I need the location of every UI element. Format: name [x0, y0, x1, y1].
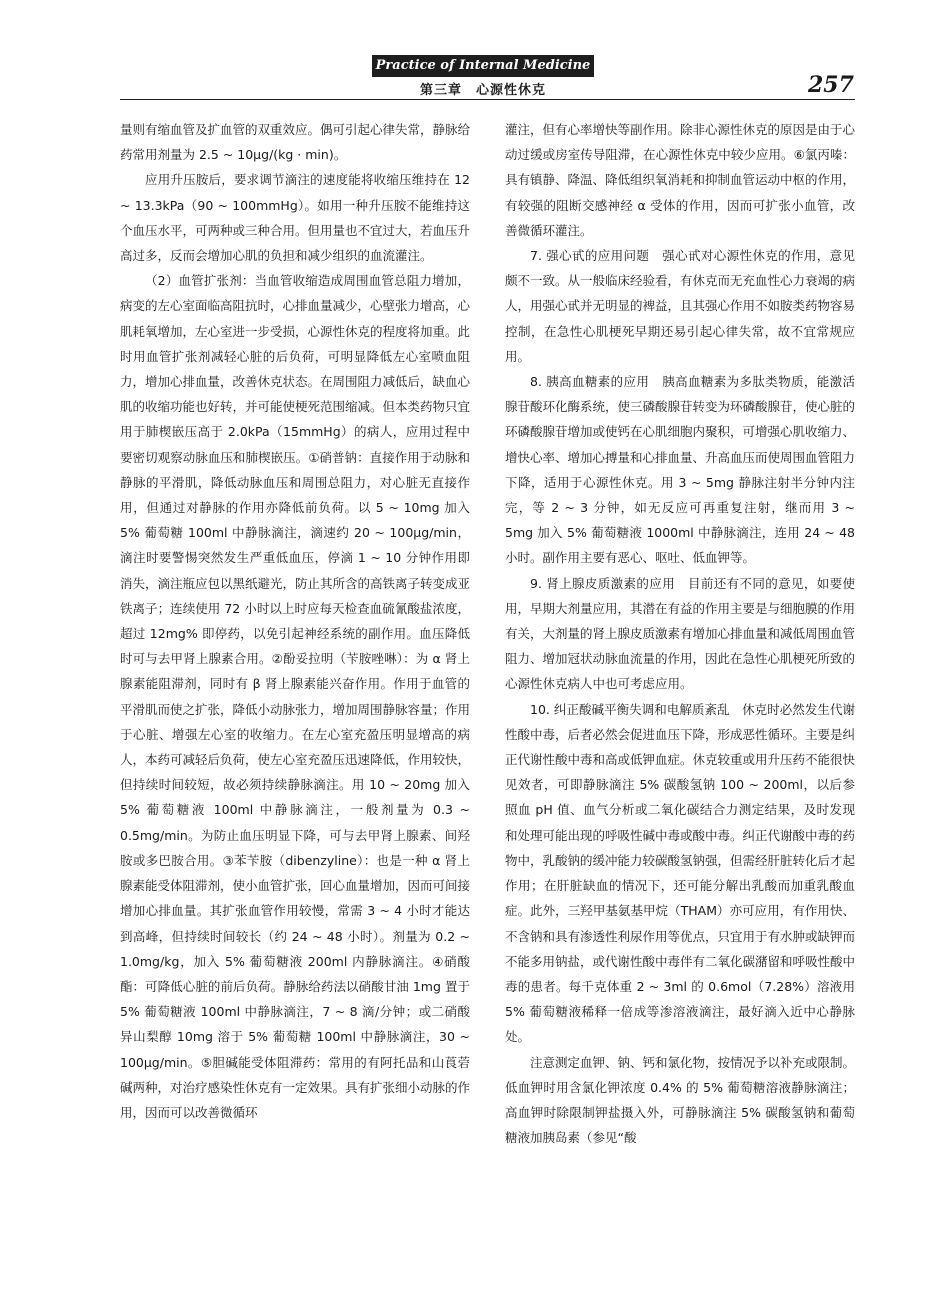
chapter-title: 第三章 心源性休克 [419, 83, 546, 98]
paragraph: 灌注，但有心率增快等副作用。除非心源性休克的原因是由于心动过缓或房室传导阻滞，在心源性休克中较少应用。⑥氯丙嗪：具有镇静、降温、降低组织氧消耗和抑制血管运动中枢的作用，有较强的阻断交感神经 α 受体的作用，因而可扩张小血管，改善微循环灌注。 [505, 122, 856, 238]
paragraph: 9. 肾上腺皮质激素的应用 目前还有不同的意见，如要使用，早期大剂量应用，其潜在有益的作用主要是与细胞膜的作用有关，大剂量的肾上腺皮质激素有增加心排血量和减低周围血管阻力、增加冠状动脉血流量的作用，因此在急性心肌梗死所致的心源性休克病人中也可考虑应用。 [505, 575, 856, 692]
left-column [120, 117, 470, 1125]
paragraph: 10. 纠正酸碱平衡失调和电解质紊乱 休克时必然发生代谢性酸中毒，后者必然会促进血压下降，形成恶性循环。主要是纠正代谢性酸中毒和高或低钾血症。休克较重或用升压药不能很快见效者，可即静脉滴注 5% 碳酸氢钠 100 ~ 200ml，以后参照血 pH 值、血气分析或二氧化碳结合力测定结果，及时发现和处理可能出现的呼吸性碱中毒或酸中毒。纠正代谢酸中毒的药物中，乳酸钠的缓冲能力较碳酸氢钠强，但需经肝脏转化后才起作用；在肝脏缺血的情况下，还可能分解出乳酸而加重乳酸血症。此外，三羟甲基氨基甲烷（THAM）亦可应用，有作用快、不含钠和具有渗透性利尿作用等优点，只宜用于有水肿或缺钾而不能多用钠盐，或代谢性酸中毒伴有二氧化碳潴留和呼吸性酸中毒的患者。每千克体重 2 ~ 3ml 的 0.6mol（7.28%）溶液用 5% 葡萄糖液稀释一倍成等渗溶液滴注，最好滴入近中心静脉处。 [505, 701, 856, 1045]
paragraph: 注意测定血钾、钠、钙和氯化物，按情况予以补充或限制。低血钾时用含氯化钾浓度 0.4% 的 5% 葡萄糖溶液静脉滴注；高血钾时除限制钾盐摄入外，可静脉滴注 5% 碳酸氢钠和葡萄糖液加胰岛素（参见“酸 [505, 1054, 856, 1146]
paragraph: 应用升压胺后，要求调节滴注的速度能将收缩压维持在 12 ~ 13.3kPa（90 ~ 100mmHg）。如用一种升压胺不能维持这个血压水平，可两种或三种合用。但用量也不宜过大，若血压升高过多，反而会增加心肌的负担和减少组织的血流灌注。 [120, 172, 471, 264]
paragraph: 量则有缩血管及扩血管的双重效应。偶可引起心律失常，静脉给药常用剂量为 2.5 ~ 10μg/(kg · min)。 [120, 122, 471, 163]
header-divider [120, 99, 855, 100]
journal-title-bar [372, 55, 594, 77]
right-column [505, 117, 855, 1150]
paragraph: 7. 强心甙的应用问题 强心甙对心源性休克的作用，意见颇不一致。从一般临床经验看，有休克而无充血性心力衰竭的病人，用强心甙并无明显的裨益，且其强心作用不如胺类药物容易控制，在急性心肌梗死早期还易引起心律失常，故不宜常规应用。 [505, 248, 856, 364]
journal-title: Practice of Internal Medicine [375, 58, 591, 73]
paragraph: 8. 胰高血糖素的应用 胰高血糖素为多肽类物质，能激活腺苷酸环化酶系统，使三磷酸腺苷转变为环磷酸腺苷，使心脏的环磷酸腺苷增加或使钙在心肌细胞内聚积，可增强心肌收缩力、增快心率、增加心搏量和心排血量、升高血压而使周围血管阻力下降，适用于心源性休克。用 3 ~ 5mg 静脉注射半分钟内注完，等 2 ~ 3 分钟，如无反应可再重复注射，继而用 3 ~ 5mg 加入 5% 葡萄糖液 1000ml 中静脉滴注，连用 24 ~ 48 小时。副作用主要有恶心、呕吐、低血钾等。 [505, 374, 856, 566]
page-number: 257 [808, 72, 854, 98]
paragraph: （2）血管扩张剂：当血管收缩造成周围血管总阻力增加，病变的左心室面临高阻抗时，心排血量减少，心壁张力增高，心肌耗氧增加，左心室进一步受损，心源性休克的程度将加重。此时用血管扩张剂减轻心脏的后负荷，可明显降低左心室喷血阻力，增加心排血量，改善休克状态。在周围阻力减低后，缺血心肌的收缩功能也好转，并可能使梗死范围缩减。但本类药物只宜用于肺楔嵌压高于 2.0kPa（15mmHg）的病人，应用过程中要密切观察动脉血压和肺楔嵌压。①硝普钠：直接作用于动脉和静脉的平滑肌，降低动脉血压和周围总阻力，对心脏无直接作用，但通过对静脉的作用亦降低前负荷。以 5 ~ 10mg 加入 5% 葡萄糖 100ml 中静脉滴注，滴速约 20 ~ 100μg/min，滴注时要警惕突然发生严重低血压，停滴 1 ~ 10 分钟作用即消失，滴注瓶应包以黑纸避光，防止其所含的高铁离子转变成亚铁离子；连续使用 72 小时以上时应每天检查血硫氰酸盐浓度，超过 12mg% 即停药，以免引起神经系统的副作用。血压降低时可与去甲肾上腺素合用。②酚妥拉明（苄胺唑啉）：为 α 肾上腺素能阻滞剂，同时有 β 肾上腺素能兴奋作用。作用于血管的平滑肌而使之扩张，降低小动脉张力，增加周围静脉容量；作用于心脏、增强左心室的收缩力。在左心室充盈压明显增高的病人，本药可减轻后负荷，使左心室充盈压迅速降低，作用较快，但持续时间较短，故必须持续静脉滴注。用 10 ~ 20mg 加入 5% 葡萄糖液 100ml 中静脉滴注，一般剂量为 0.3 ~ 0.5mg/min。为防止血压明显下降，可与去甲肾上腺素、间羟胺或多巴胺合用。③苯苄胺（dibenzyline）：也是一种 α 肾上腺素能受体阻滞剂，使小血管扩张，回心血量增加，因而可间接增加心排血量。其扩张血管作用较慢，常需 3 ~ 4 小时才能达到高峰，但持续时间较长（约 24 ~ 48 小时）。剂量为 0.2 ~ 1.0mg/kg，加入 5% 葡萄糖液 200ml 内静脉滴注。④硝酸酯：可降低心脏的前后负荷。静脉给药法以硝酸甘油 1mg 置于 5% 葡萄糖液 100ml 中静脉滴注，7 ~ 8 滴/分钟；或二硝酸异山梨醇 10mg 溶于 5% 葡萄糖 100ml 中静脉滴注，30 ~ 100μg/min。⑤胆碱能受体阻滞药：常用的有阿托品和山莨菪碱两种，对治疗感染性休克有一定效果。具有扩张细小动脉的作用，因而可以改善微循环 [120, 273, 471, 1120]
